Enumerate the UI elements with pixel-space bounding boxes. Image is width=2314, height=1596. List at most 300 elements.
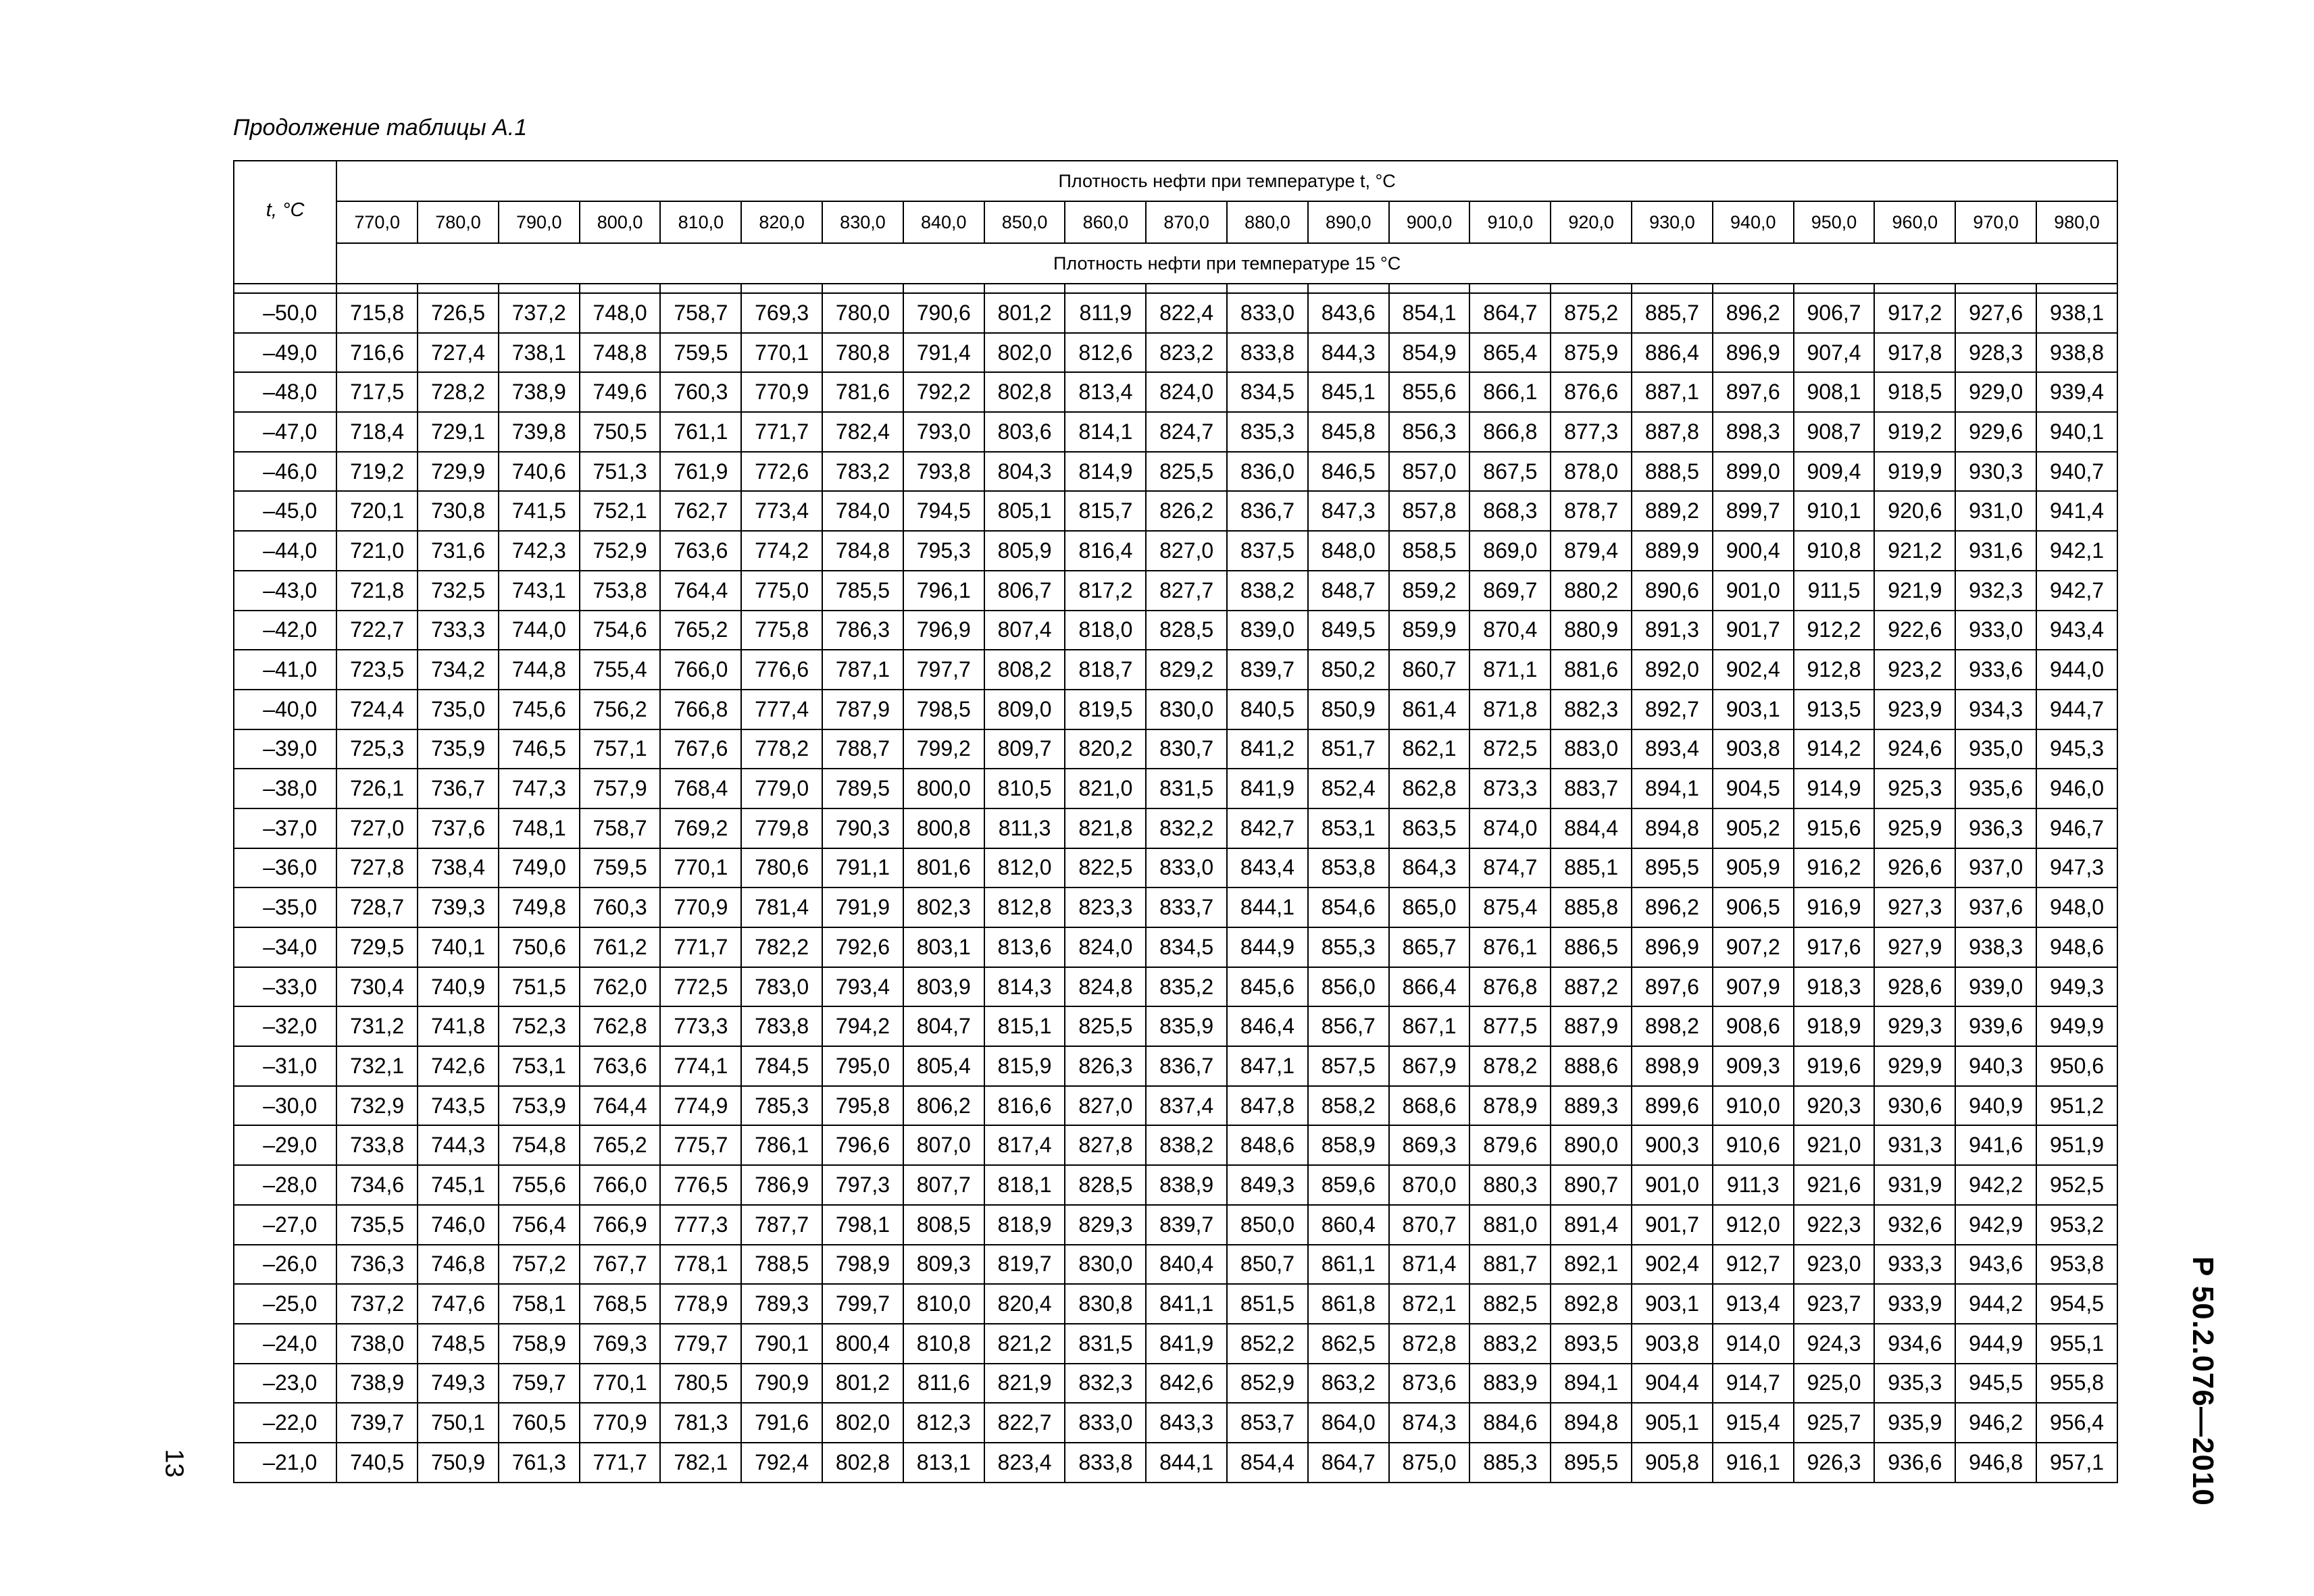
table-row [234, 769, 2117, 808]
temperature-cell: –29,0 [234, 1125, 336, 1165]
density-cell: 880,2 [1551, 571, 1632, 611]
density-cell: 823,3 [1065, 887, 1146, 927]
density-cell: 894,8 [1551, 1403, 1632, 1443]
density-cell: 863,2 [1308, 1364, 1389, 1404]
table-row [234, 293, 2117, 333]
density-cell: 861,4 [1389, 690, 1470, 729]
temperature-cell: –24,0 [234, 1324, 336, 1364]
density-cell: 761,3 [499, 1443, 580, 1483]
density-cell: 929,0 [1955, 372, 2036, 412]
density-cell: 917,6 [1794, 927, 1875, 967]
temperature-cell: –42,0 [234, 611, 336, 650]
density-cell: 849,5 [1308, 611, 1389, 650]
density-cell: 939,6 [1955, 1006, 2036, 1046]
density-cell: 785,5 [822, 571, 903, 611]
density-cell: 752,3 [499, 1006, 580, 1046]
density-cell: 934,6 [1874, 1324, 1955, 1364]
density-cell: 909,4 [1794, 452, 1875, 492]
density-cell: 904,4 [1632, 1364, 1713, 1404]
density-cell: 783,0 [741, 967, 822, 1007]
density-cell: 856,3 [1389, 412, 1470, 452]
density-cell: 830,0 [1146, 690, 1227, 729]
density-column-header: 850,0 [984, 201, 1065, 243]
density-cell: 740,6 [499, 452, 580, 492]
density-cell: 757,2 [499, 1245, 580, 1285]
density-cell: 878,2 [1469, 1046, 1551, 1086]
density-cell: 881,7 [1469, 1245, 1551, 1285]
density-cell: 930,3 [1955, 452, 2036, 492]
density-cell: 905,1 [1632, 1403, 1713, 1443]
density-cell: 838,2 [1227, 571, 1308, 611]
table-row [234, 729, 2117, 769]
density-columns-row [234, 201, 2117, 243]
density-cell: 754,8 [499, 1125, 580, 1165]
density-cell: 920,3 [1794, 1086, 1875, 1126]
density-cell: 948,0 [2036, 887, 2117, 927]
density-cell: 730,4 [336, 967, 418, 1007]
density-cell: 940,3 [1955, 1046, 2036, 1086]
density-cell: 873,6 [1389, 1364, 1470, 1404]
density-cell: 790,6 [903, 293, 984, 333]
density-cell: 752,1 [580, 491, 661, 531]
density-cell: 759,7 [499, 1364, 580, 1404]
density-cell: 784,5 [741, 1046, 822, 1086]
density-cell: 739,8 [499, 412, 580, 452]
density-column-header: 830,0 [822, 201, 903, 243]
density-cell: 798,1 [822, 1205, 903, 1245]
density-cell: 763,6 [580, 1046, 661, 1086]
density-cell: 825,5 [1065, 1006, 1146, 1046]
density-cell: 739,7 [336, 1403, 418, 1443]
density-cell: 902,4 [1713, 650, 1794, 690]
density-cell: 740,9 [418, 967, 499, 1007]
density-cell: 808,5 [903, 1205, 984, 1245]
density-cell: 839,0 [1227, 611, 1308, 650]
density-cell: 893,4 [1632, 729, 1713, 769]
density-cell: 743,5 [418, 1086, 499, 1126]
density-cell: 735,5 [336, 1205, 418, 1245]
density-cell: 892,8 [1551, 1284, 1632, 1324]
density-cell: 813,4 [1065, 372, 1146, 412]
density-cell: 839,7 [1227, 650, 1308, 690]
density-cell: 885,3 [1469, 1443, 1551, 1483]
temperature-cell: –47,0 [234, 412, 336, 452]
temperature-cell: –34,0 [234, 927, 336, 967]
density-cell: 850,7 [1227, 1245, 1308, 1285]
spacer-cell [984, 284, 1065, 293]
density-cell: 945,5 [1955, 1364, 2036, 1404]
density-cell: 841,1 [1146, 1284, 1227, 1324]
density-cell: 922,3 [1794, 1205, 1875, 1245]
density-cell: 824,8 [1065, 967, 1146, 1007]
density-cell: 929,3 [1874, 1006, 1955, 1046]
temperature-cell: –27,0 [234, 1205, 336, 1245]
density-cell: 732,5 [418, 571, 499, 611]
density-cell: 854,4 [1227, 1443, 1308, 1483]
density-cell: 827,7 [1146, 571, 1227, 611]
density-cell: 812,8 [984, 887, 1065, 927]
density-cell: 822,4 [1146, 293, 1227, 333]
density-cell: 828,5 [1065, 1165, 1146, 1205]
density-cell: 815,9 [984, 1046, 1065, 1086]
density-cell: 768,5 [580, 1284, 661, 1324]
density-cell: 806,7 [984, 571, 1065, 611]
density-cell: 739,3 [418, 887, 499, 927]
density-column-header: 890,0 [1308, 201, 1389, 243]
density-cell: 910,8 [1794, 531, 1875, 571]
density-cell: 740,1 [418, 927, 499, 967]
density-cell: 722,7 [336, 611, 418, 650]
density-cell: 795,0 [822, 1046, 903, 1086]
density-cell: 812,6 [1065, 333, 1146, 373]
density-cell: 943,4 [2036, 611, 2117, 650]
density-cell: 890,7 [1551, 1165, 1632, 1205]
density-15-header: Плотность нефти при температуре 15 °C [336, 243, 2117, 284]
density-cell: 812,3 [903, 1403, 984, 1443]
density-cell: 819,5 [1065, 690, 1146, 729]
density-cell: 889,9 [1632, 531, 1713, 571]
density-cell: 874,0 [1469, 808, 1551, 848]
density-cell: 929,9 [1874, 1046, 1955, 1086]
density-cell: 887,2 [1551, 967, 1632, 1007]
density-cell: 781,6 [822, 372, 903, 412]
density-cell: 927,6 [1955, 293, 2036, 333]
density-cell: 946,0 [2036, 769, 2117, 808]
density-cell: 841,9 [1146, 1324, 1227, 1364]
density-cell: 919,2 [1874, 412, 1955, 452]
density-cell: 762,0 [580, 967, 661, 1007]
density-cell: 896,2 [1713, 293, 1794, 333]
density-cell: 951,9 [2036, 1125, 2117, 1165]
density-cell: 744,0 [499, 611, 580, 650]
density-cell: 899,7 [1713, 491, 1794, 531]
density-cell: 860,7 [1389, 650, 1470, 690]
density-cell: 737,2 [499, 293, 580, 333]
density-cell: 728,7 [336, 887, 418, 927]
density-cell: 924,3 [1794, 1324, 1875, 1364]
density-cell: 745,1 [418, 1165, 499, 1205]
density-cell: 886,5 [1551, 927, 1632, 967]
density-cell: 898,9 [1632, 1046, 1713, 1086]
density-cell: 759,5 [660, 333, 741, 373]
density-cell: 919,9 [1874, 452, 1955, 492]
density-cell: 746,0 [418, 1205, 499, 1245]
density-cell: 956,4 [2036, 1403, 2117, 1443]
density-cell: 898,3 [1713, 412, 1794, 452]
density-cell: 744,8 [499, 650, 580, 690]
density-cell: 915,4 [1713, 1403, 1794, 1443]
density-cell: 862,1 [1389, 729, 1470, 769]
density-cell: 916,1 [1713, 1443, 1794, 1483]
density-cell: 724,4 [336, 690, 418, 729]
density-cell: 738,9 [336, 1364, 418, 1404]
density-cell: 751,5 [499, 967, 580, 1007]
density-cell: 859,6 [1308, 1165, 1389, 1205]
density-cell: 817,2 [1065, 571, 1146, 611]
density-cell: 901,0 [1713, 571, 1794, 611]
density-cell: 789,3 [741, 1284, 822, 1324]
density-column-header: 810,0 [660, 201, 741, 243]
density-cell: 935,9 [1874, 1403, 1955, 1443]
density-cell: 748,8 [580, 333, 661, 373]
density-cell: 729,1 [418, 412, 499, 452]
density-cell: 779,0 [741, 769, 822, 808]
density-column-header: 930,0 [1632, 201, 1713, 243]
density-cell: 794,2 [822, 1006, 903, 1046]
density-cell: 907,9 [1713, 967, 1794, 1007]
density-cell: 792,6 [822, 927, 903, 967]
density-cell: 832,3 [1065, 1364, 1146, 1404]
density-cell: 794,5 [903, 491, 984, 531]
density-cell: 878,9 [1469, 1086, 1551, 1126]
spacer-cell [822, 284, 903, 293]
density-cell: 813,1 [903, 1443, 984, 1483]
temperature-cell: –40,0 [234, 690, 336, 729]
temperature-cell: –38,0 [234, 769, 336, 808]
density-cell: 810,5 [984, 769, 1065, 808]
density-cell: 829,3 [1065, 1205, 1146, 1245]
density-cell: 930,6 [1874, 1086, 1955, 1126]
temperature-cell: –49,0 [234, 333, 336, 373]
density-cell: 827,8 [1065, 1125, 1146, 1165]
density-cell: 833,0 [1227, 293, 1308, 333]
density-cell: 733,8 [336, 1125, 418, 1165]
density-cell: 824,7 [1146, 412, 1227, 452]
density-cell: 906,7 [1794, 293, 1875, 333]
density-cell: 750,6 [499, 927, 580, 967]
density-cell: 727,8 [336, 848, 418, 888]
table-row [234, 333, 2117, 373]
density-cell: 758,7 [660, 293, 741, 333]
temperature-cell: –37,0 [234, 808, 336, 848]
density-cell: 835,2 [1146, 967, 1227, 1007]
density-cell: 836,7 [1227, 491, 1308, 531]
density-cell: 727,0 [336, 808, 418, 848]
density-cell: 756,2 [580, 690, 661, 729]
density-cell: 905,8 [1632, 1443, 1713, 1483]
density-cell: 861,8 [1308, 1284, 1389, 1324]
density-cell: 845,1 [1308, 372, 1389, 412]
density-cell: 830,0 [1065, 1245, 1146, 1285]
table-row [234, 1324, 2117, 1364]
density-cell: 801,2 [984, 293, 1065, 333]
density-cell: 942,2 [1955, 1165, 2036, 1205]
density-cell: 746,5 [499, 729, 580, 769]
density-cell: 888,6 [1551, 1046, 1632, 1086]
density-cell: 939,0 [1955, 967, 2036, 1007]
density-cell: 770,1 [660, 848, 741, 888]
t-column-header [234, 161, 336, 284]
density-cell: 729,5 [336, 927, 418, 967]
density-t-header: Плотность нефти при температуре t, °C [336, 161, 2117, 201]
density-cell: 955,8 [2036, 1364, 2117, 1404]
density-cell: 811,9 [1065, 293, 1146, 333]
density-cell: 865,4 [1469, 333, 1551, 373]
density-cell: 827,0 [1065, 1086, 1146, 1126]
density-cell: 809,0 [984, 690, 1065, 729]
density-cell: 944,9 [1955, 1324, 2036, 1364]
density-cell: 784,8 [822, 531, 903, 571]
density-cell: 790,3 [822, 808, 903, 848]
density-cell: 719,2 [336, 452, 418, 492]
density-cell: 923,0 [1794, 1245, 1875, 1285]
spacer-cell [580, 284, 661, 293]
density-cell: 843,3 [1146, 1403, 1227, 1443]
density-cell: 748,5 [418, 1324, 499, 1364]
density-cell: 762,8 [580, 1006, 661, 1046]
density-cell: 927,9 [1874, 927, 1955, 967]
table-row [234, 1205, 2117, 1245]
temperature-cell: –41,0 [234, 650, 336, 690]
density-cell: 795,3 [903, 531, 984, 571]
density-cell: 715,8 [336, 293, 418, 333]
density-cell: 840,5 [1227, 690, 1308, 729]
density-cell: 926,6 [1874, 848, 1955, 888]
density-column-header: 880,0 [1227, 201, 1308, 243]
density-cell: 848,0 [1308, 531, 1389, 571]
spacer-cell [336, 284, 418, 293]
density-cell: 916,9 [1794, 887, 1875, 927]
temperature-cell: –45,0 [234, 491, 336, 531]
spacer-cell [1227, 284, 1308, 293]
density-cell: 847,1 [1227, 1046, 1308, 1086]
density-cell: 787,1 [822, 650, 903, 690]
density-cell: 901,7 [1632, 1205, 1713, 1245]
density-cell: 946,2 [1955, 1403, 2036, 1443]
table-row [234, 1125, 2117, 1165]
density-cell: 872,8 [1389, 1324, 1470, 1364]
density-cell: 916,2 [1794, 848, 1875, 888]
density-cell: 766,8 [660, 690, 741, 729]
density-cell: 752,9 [580, 531, 661, 571]
spacer-cell [1389, 284, 1470, 293]
density-cell: 931,0 [1955, 491, 2036, 531]
density-cell: 737,6 [418, 808, 499, 848]
density-cell: 723,5 [336, 650, 418, 690]
density-cell: 920,6 [1874, 491, 1955, 531]
density-cell: 800,4 [822, 1324, 903, 1364]
table-row [234, 1364, 2117, 1404]
density-cell: 755,6 [499, 1165, 580, 1205]
density-cell: 940,7 [2036, 452, 2117, 492]
spacer-cell [903, 284, 984, 293]
density-cell: 776,5 [660, 1165, 741, 1205]
density-cell: 869,7 [1469, 571, 1551, 611]
density-cell: 885,7 [1632, 293, 1713, 333]
temperature-cell: –21,0 [234, 1443, 336, 1483]
density-cell: 844,1 [1227, 887, 1308, 927]
density-cell: 878,0 [1551, 452, 1632, 492]
density-cell: 777,4 [741, 690, 822, 729]
density-column-header: 980,0 [2036, 201, 2117, 243]
density-cell: 907,4 [1794, 333, 1875, 373]
density-cell: 762,7 [660, 491, 741, 531]
density-cell: 791,4 [903, 333, 984, 373]
density-cell: 929,6 [1955, 412, 2036, 452]
temperature-cell: –46,0 [234, 452, 336, 492]
density-cell: 858,2 [1308, 1086, 1389, 1126]
density-cell: 914,2 [1794, 729, 1875, 769]
density-cell: 770,9 [580, 1403, 661, 1443]
density-cell: 832,2 [1146, 808, 1227, 848]
density-cell: 793,0 [903, 412, 984, 452]
density-cell: 784,0 [822, 491, 903, 531]
density-cell: 773,3 [660, 1006, 741, 1046]
density-cell: 953,2 [2036, 1205, 2117, 1245]
density-cell: 884,4 [1551, 808, 1632, 848]
density-cell: 803,1 [903, 927, 984, 967]
density-cell: 726,1 [336, 769, 418, 808]
temperature-cell: –32,0 [234, 1006, 336, 1046]
density-cell: 793,4 [822, 967, 903, 1007]
density-cell: 875,0 [1389, 1443, 1470, 1483]
density-cell: 850,0 [1227, 1205, 1308, 1245]
density-cell: 720,1 [336, 491, 418, 531]
density-cell: 757,1 [580, 729, 661, 769]
density-cell: 760,3 [580, 887, 661, 927]
density-cell: 941,6 [1955, 1125, 2036, 1165]
density-cell: 777,3 [660, 1205, 741, 1245]
temperature-cell: –36,0 [234, 848, 336, 888]
density-cell: 754,6 [580, 611, 661, 650]
density-cell: 814,1 [1065, 412, 1146, 452]
density-cell: 871,4 [1389, 1245, 1470, 1285]
density-cell: 933,0 [1955, 611, 2036, 650]
density-cell: 899,0 [1713, 452, 1794, 492]
density-cell: 833,0 [1146, 848, 1227, 888]
density-cell: 826,3 [1065, 1046, 1146, 1086]
density-cell: 748,1 [499, 808, 580, 848]
density-cell: 797,7 [903, 650, 984, 690]
density-cell: 896,9 [1632, 927, 1713, 967]
density-cell: 932,6 [1874, 1205, 1955, 1245]
density-cell: 839,7 [1146, 1205, 1227, 1245]
temperature-cell: –50,0 [234, 293, 336, 333]
density-cell: 769,3 [580, 1324, 661, 1364]
density-cell: 789,5 [822, 769, 903, 808]
density-cell: 771,7 [660, 927, 741, 967]
density-cell: 914,7 [1713, 1364, 1794, 1404]
density-cell: 818,7 [1065, 650, 1146, 690]
density-column-header: 860,0 [1065, 201, 1146, 243]
density-cell: 815,7 [1065, 491, 1146, 531]
density-cell: 906,5 [1713, 887, 1794, 927]
table-row [234, 1443, 2117, 1483]
density-cell: 924,6 [1874, 729, 1955, 769]
density-cell: 793,8 [903, 452, 984, 492]
density-cell: 811,3 [984, 808, 1065, 848]
density-cell: 769,2 [660, 808, 741, 848]
t-label: t, °C [266, 199, 305, 221]
density-cell: 911,3 [1713, 1165, 1794, 1205]
density-cell: 852,9 [1227, 1364, 1308, 1404]
density-cell: 932,3 [1955, 571, 2036, 611]
density-cell: 816,6 [984, 1086, 1065, 1126]
density-cell: 772,5 [660, 967, 741, 1007]
density-cell: 747,6 [418, 1284, 499, 1324]
density-cell: 833,8 [1065, 1443, 1146, 1483]
density-cell: 855,3 [1308, 927, 1389, 967]
density-cell: 867,5 [1469, 452, 1551, 492]
density-cell: 955,1 [2036, 1324, 2117, 1364]
density-cell: 755,4 [580, 650, 661, 690]
density-cell: 833,0 [1065, 1403, 1146, 1443]
temperature-cell: –48,0 [234, 372, 336, 412]
density-cell: 753,8 [580, 571, 661, 611]
density-cell: 814,9 [1065, 452, 1146, 492]
density-cell: 796,6 [822, 1125, 903, 1165]
table-row [234, 611, 2117, 650]
